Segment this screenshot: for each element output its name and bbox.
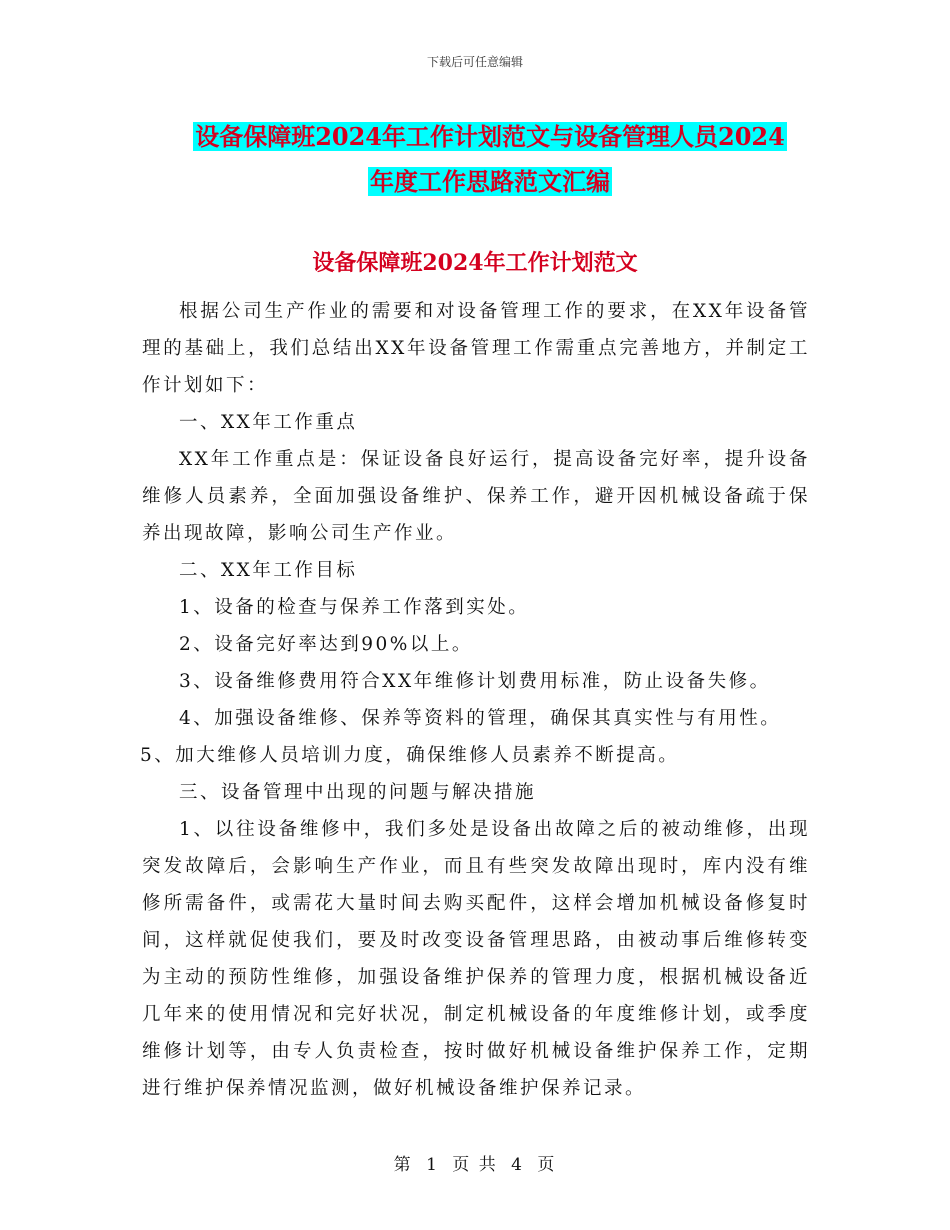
document-title-line-1: 设备保障班2024年工作计划范文与设备管理人员2024 <box>195 122 785 151</box>
header-note: 下载后可任意编辑 <box>426 55 523 69</box>
heading-work-focus: 一、XX年工作重点 <box>179 412 358 433</box>
footer-prefix: 第 <box>393 1155 413 1175</box>
document-title-line-2: 年度工作思路范文汇编 <box>370 167 610 196</box>
goal-item-4: 4、加强设备维修、保养等资料的管理，确保其真实性与有用性。 <box>179 708 782 729</box>
heading-work-goals: 二、XX年工作目标 <box>179 560 358 581</box>
footer-total-pages: 4 <box>511 1155 524 1175</box>
footer-page-number: 1 <box>426 1155 439 1175</box>
goal-item-5: 5、加大维修人员培训力度，确保维修人员素养不断提高。 <box>140 745 680 766</box>
goal-item-3: 3、设备维修费用符合XX年维修计划费用标准，防止设备失修。 <box>179 671 771 692</box>
document-body <box>142 293 810 1107</box>
document-title <box>140 114 840 204</box>
section-title: 设备保障班2024年工作计划范文 <box>312 250 638 276</box>
footer-suffix: 页 <box>537 1155 557 1175</box>
page-footer <box>0 1150 950 1175</box>
work-focus-paragraph: XX年工作重点是：保证设备良好运行，提高设备完好率，提升设备维修人员素养，全面加强设备维护、保养工作，避开因机械设备疏于保养出现故障，影响公司生产作业。 <box>142 449 810 544</box>
problem-paragraph-1: 1、以往设备维修中，我们多处是设备出故障之后的被动维修，出现突发故障后，会影响生产作业，而且有些突发故障出现时，库内没有维修所需备件，或需花大量时间去购买配件，这样会增加机械设备修复时间，这样就促使我们，要及时改变设备管理思路，由被动事后维修转变为主动的预防性维修，加强设备维护保养的管理力度，根据机械设备近几年来的使用情况和完好状况，制定机械设备的年度维修计划，或季度维修计划等，由专人负责检查，按时做好机械设备维护保养工作，定期进行维护保养情况监测，做好机械设备维护保养记录。 <box>142 819 810 1099</box>
intro-paragraph: 根据公司生产作业的需要和对设备管理工作的要求，在XX年设备管理的基础上，我们总结出XX年设备管理工作需重点完善地方，并制定工作计划如下： <box>142 301 810 396</box>
goal-item-2: 2、设备完好率达到90%以上。 <box>179 634 473 655</box>
goal-item-1: 1、设备的检查与保养工作落到实处。 <box>179 597 530 618</box>
heading-problems-solutions: 三、设备管理中出现的问题与解决措施 <box>179 782 537 803</box>
footer-mid: 页 共 <box>452 1155 498 1175</box>
